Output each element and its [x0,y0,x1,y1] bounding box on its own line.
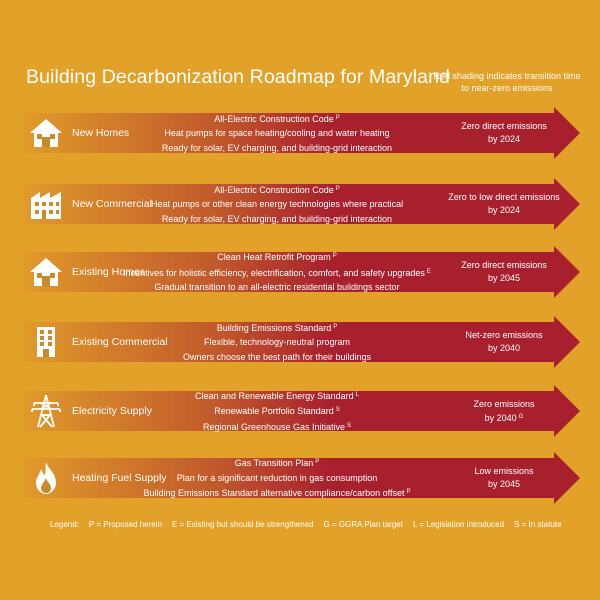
policy-status-marker: P [406,489,411,496]
target-line [485,411,524,425]
commercial-building-icon [28,186,64,222]
flame-icon [28,460,64,496]
policy-line [123,265,431,281]
target-line [488,204,520,217]
policy-text: Flexible, technology-neutral program [203,337,351,348]
shading-note: Red shading indicates transition time to near-zero emissions [433,71,581,93]
target-line [488,478,520,491]
legend [50,520,561,529]
target-text: Zero to low direct emissions [448,192,560,202]
target-text: Net-zero emissions [465,330,543,340]
roadmap-row [24,178,580,230]
policy-line [144,485,411,501]
emissions-target [444,316,564,368]
sector-label: Heating Fuel Supply [72,472,167,484]
policy-text: Regional Greenhouse Gas Initiative [202,421,346,432]
target-text: Zero direct emissions [461,121,547,131]
policy-text: Clean and Renewable Energy Standard [195,390,354,401]
target-text: Zero direct emissions [461,260,547,270]
target-line [488,133,520,146]
emissions-target [444,178,564,230]
roadmap-row [24,107,580,159]
policy-list [152,385,402,437]
sector-label: New Commercial [72,198,152,210]
house-icon [28,115,64,151]
transmission-tower-icon [28,393,64,429]
policy-text: Ready for solar, EV charging, and building-grid interaction [161,142,393,153]
target-text: by 2040 [484,412,517,423]
roadmap-row [24,316,580,368]
policy-status-marker: E [426,268,431,275]
policy-list [152,178,402,230]
policy-line [195,388,359,404]
policy-line [183,350,371,365]
target-text: Low emissions [474,466,534,476]
sector-label: New Homes [72,127,130,139]
policy-status-marker: L [355,391,359,398]
policy-text: Plan for a significant reduction in gas consumption [176,472,378,483]
target-line [488,272,520,285]
policy-line [151,197,403,212]
target-text: by 2045 [487,479,521,489]
target-text: by 2024 [487,205,521,215]
policy-text: Clean Heat Retrofit Program [217,252,331,263]
target-text: Zero emissions [473,398,535,409]
roadmap-row [24,246,580,298]
target-line [488,342,520,355]
roadmap-row [24,452,580,504]
target-line [461,120,547,133]
policy-line [177,471,378,486]
policy-line [214,403,340,419]
policy-line [204,335,350,350]
policy-line [217,320,338,336]
legend-item: E = Existing but should be strengthened [171,520,314,529]
policy-status-marker: P [333,323,338,330]
target-text: by 2040 [487,343,521,353]
target-line [461,259,547,272]
sector-label: Existing Homes [72,266,145,278]
policy-list [152,316,402,368]
policy-status-marker: P [335,185,340,192]
policy-line [203,419,351,435]
policy-line [162,212,392,227]
roadmap-row [24,385,580,437]
policy-list [123,246,431,298]
target-status-marker: G [518,413,524,420]
policy-status-marker: P [335,114,340,121]
policy-text: All-Electric Construction Code [214,184,334,195]
policy-line [214,182,340,198]
policy-text: Renewable Portfolio Standard [214,406,334,417]
policy-line [162,141,392,156]
target-text: by 2024 [487,134,521,144]
roadmap-title: Building Decarbonization Roadmap for Maryland [26,66,450,88]
target-line [465,329,542,342]
target-line [474,465,533,478]
policy-status-marker: S [347,422,352,429]
policy-text: All-Electric Construction Code [214,113,334,124]
policy-text: Building Emissions Standard [216,322,332,333]
sector-label: Electricity Supply [72,405,152,417]
target-text: by 2045 [487,273,521,283]
policy-text: Heat pumps or other clean energy technologies where practical [150,199,404,210]
policy-text: Gradual transition to an all-electric residential buildings sector [154,282,400,293]
office-tower-icon [28,324,64,360]
policy-status-marker: P [315,459,320,466]
policy-line [164,126,389,141]
policy-list [143,452,411,504]
sector-label: Existing Commercial [72,336,168,348]
policy-text: Owners choose the best path for their buildings [182,351,372,362]
policy-text: Incentives for holistic efficiency, electrification, comfort, and safety upgrades [123,267,425,278]
target-line [473,398,534,411]
policy-line [235,455,320,471]
policy-text: Heat pumps for space heating/cooling and water heating [164,128,390,139]
emissions-target [444,452,564,504]
emissions-target [444,107,564,159]
policy-text: Gas Transition Plan [234,458,314,469]
policy-status-marker: S [335,407,340,414]
policy-status-marker: P [332,253,337,260]
policy-line [154,280,399,295]
policy-text: Building Emissions Standard alternative compliance/carbon offset [143,488,405,499]
policy-list [152,107,402,159]
legend-item: G = GGRA Plan target [323,520,403,529]
emissions-target [444,246,564,298]
legend-item: S = In statute [514,520,562,529]
legend-heading: Legend: [50,520,79,529]
policy-text: Ready for solar, EV charging, and building-grid interaction [161,213,393,224]
policy-line [217,249,337,265]
emissions-target [444,385,564,437]
policy-line [214,111,340,127]
house-icon [28,254,64,290]
legend-item: L = Legislation introduced [412,520,505,529]
legend-item: P = Proposed herein [88,520,162,529]
target-line [448,191,560,204]
